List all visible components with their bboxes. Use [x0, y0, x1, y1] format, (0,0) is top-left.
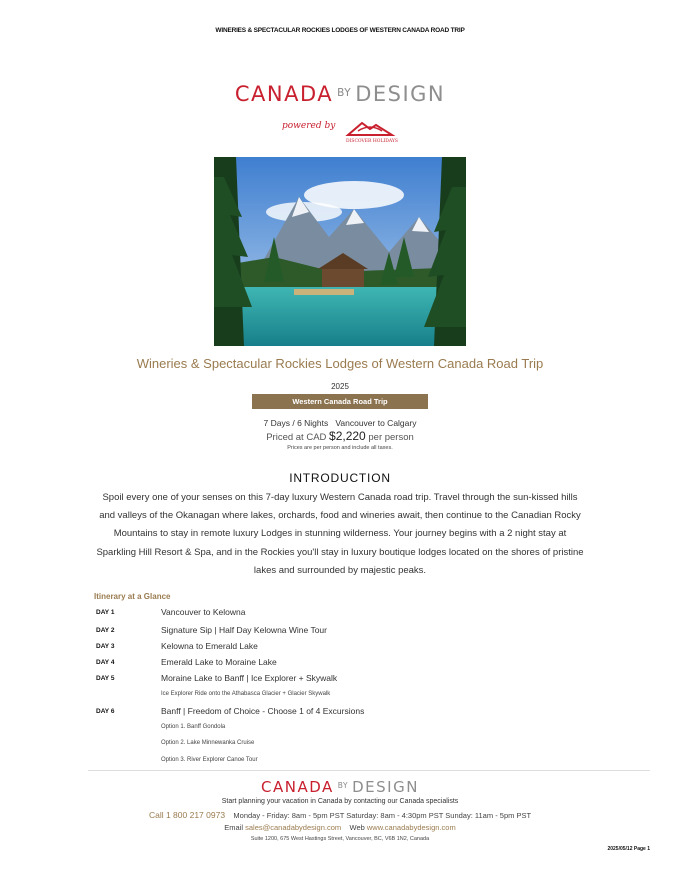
partner-name: DISCOVER HOLIDAYS [346, 139, 398, 144]
logo-by-text: BY [337, 86, 352, 99]
hero-lake-lodge-image [214, 157, 466, 346]
footer-email-web [0, 823, 680, 832]
trip-year: 2025 [331, 382, 349, 391]
itinerary-sub-item: Ice Explorer Ride onto the Athabasca Glacier + Glacier Skywalk [161, 691, 331, 697]
footer-phone[interactable]: Call 1 800 217 0973 [148, 810, 226, 820]
logo-by-text: BY [337, 781, 349, 791]
discover-holidays-mountain-icon [342, 117, 402, 145]
logo-canada-text: CANADA [234, 82, 334, 106]
price-amount: $2,220 [329, 429, 366, 443]
powered-by-logo [282, 117, 412, 145]
itinerary-day-label: DAY 2 [96, 627, 115, 634]
introduction-body: Spoil every one of your senses on this 7-day luxury Western Canada road trip. Travel through the sun-kissed hills and valleys of the Okanagan where lakes, orchards, food and wineries await, then continue to the Canadian Rocky Mountains to stay in remote luxury Lodges in stunning wilderness. Your journey begins with a 2 night stay at Sparkling Hill Resort & Spa, and in the Rockies you'll stay in luxury boutique lodges located on the shores of pristine lakes and surrounded by majestic peaks. [96, 492, 584, 576]
footer-contact [0, 810, 680, 820]
price-note: Prices are per person and include all taxes. [287, 445, 393, 451]
itinerary-day-desc: Signature Sip | Half Day Kelowna Wine Tour [161, 625, 327, 635]
itinerary-day-desc: Banff | Freedom of Choice - Choose 1 of 4 Excursions [161, 706, 365, 716]
trip-duration: 7 Days / 6 Nights [263, 418, 329, 428]
itinerary-day-label: DAY 1 [96, 609, 115, 616]
itinerary-day-label: DAY 6 [96, 708, 115, 715]
itinerary-heading: Itinerary at a Glance [94, 592, 171, 601]
page-number: 2025/05/12 Page 1 [607, 846, 650, 852]
footer-divider [88, 770, 650, 771]
trip-duration-route [0, 418, 680, 428]
trip-category-bar: Western Canada Road Trip [252, 394, 428, 409]
trip-title: Wineries & Spectacular Rockies Lodges of Western Canada Road Trip [136, 356, 544, 371]
itinerary-sub-item: Option 1. Banff Gondola [161, 724, 226, 730]
canada-by-design-logo [0, 82, 680, 106]
footer-logo [0, 778, 680, 796]
web-link[interactable]: www.canadabydesign.com [366, 823, 456, 832]
logo-design-text: DESIGN [352, 778, 419, 796]
document-header-title: WINERIES & SPECTACULAR ROCKIES LODGES OF WESTERN CANADA ROAD TRIP [215, 27, 465, 34]
introduction-heading: INTRODUCTION [289, 471, 391, 485]
itinerary-day-label: DAY 3 [96, 643, 115, 650]
footer-address: Suite 1200, 675 West Hastings Street, Vancouver, BC, V6B 1N2, Canada [250, 836, 430, 842]
itinerary-sub-item: Option 2. Lake Minnewanka Cruise [161, 740, 255, 746]
itinerary-day-desc: Vancouver to Kelowna [161, 607, 246, 617]
trip-route: Vancouver to Calgary [335, 418, 417, 428]
itinerary-day-desc: Kelowna to Emerald Lake [161, 641, 258, 651]
itinerary-day-label: DAY 4 [96, 659, 115, 666]
trip-price [0, 429, 680, 443]
itinerary-sub-item: Option 3. River Explorer Canoe Tour [161, 757, 258, 763]
itinerary-day-label: DAY 5 [96, 675, 115, 682]
email-link[interactable]: sales@canadabydesign.com [245, 823, 342, 832]
itinerary-day-desc: Emerald Lake to Moraine Lake [161, 657, 277, 667]
price-prefix: Priced at CAD [266, 432, 327, 443]
footer-hours: Monday - Friday: 8am - 5pm PST Saturday: 8am - 4:30pm PST Sunday: 11am - 5pm PST [233, 811, 532, 820]
logo-canada-text: CANADA [261, 778, 334, 796]
itinerary-day-desc: Moraine Lake to Banff | Ice Explorer + Skywalk [161, 673, 338, 683]
footer-tagline: Start planning your vacation in Canada by contacting our Canada specialists [221, 798, 459, 805]
email-label: Email [224, 823, 244, 832]
price-suffix: per person [368, 432, 414, 443]
logo-design-text: DESIGN [355, 82, 446, 106]
powered-by-text: powered by [282, 121, 336, 131]
web-label: Web [349, 823, 365, 832]
